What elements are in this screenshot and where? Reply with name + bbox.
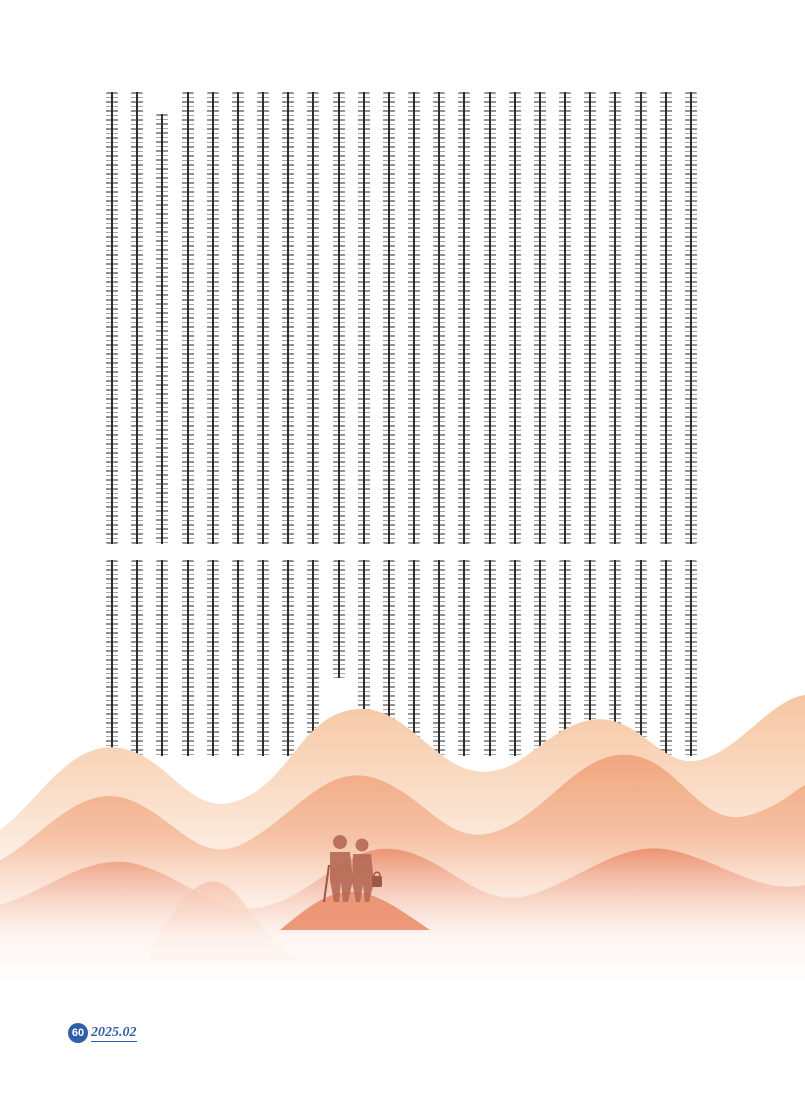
text-column <box>556 92 574 544</box>
text-column <box>430 92 448 544</box>
text-column <box>405 92 423 544</box>
article-text-upper <box>103 92 700 544</box>
text-column <box>632 92 650 544</box>
text-column <box>506 92 524 544</box>
text-column <box>531 92 549 544</box>
text-column <box>229 92 247 544</box>
text-column <box>682 92 700 544</box>
text-column <box>279 92 297 544</box>
text-column <box>330 92 348 544</box>
text-column <box>204 92 222 544</box>
text-column <box>481 92 499 544</box>
issue-label: 2025.02 <box>91 1024 137 1040</box>
text-column <box>128 92 146 544</box>
text-column <box>254 92 272 544</box>
text-column <box>581 92 599 544</box>
page-footer <box>68 1022 137 1044</box>
text-column <box>179 92 197 544</box>
text-column <box>380 92 398 544</box>
page-number-badge: 60 <box>68 1023 88 1043</box>
mountain-landscape-illustration <box>0 690 805 1020</box>
text-column <box>606 92 624 544</box>
text-column <box>355 92 373 544</box>
text-column <box>153 92 171 544</box>
text-column <box>657 92 675 544</box>
text-column <box>455 92 473 544</box>
text-column <box>103 92 121 544</box>
text-column <box>304 92 322 544</box>
